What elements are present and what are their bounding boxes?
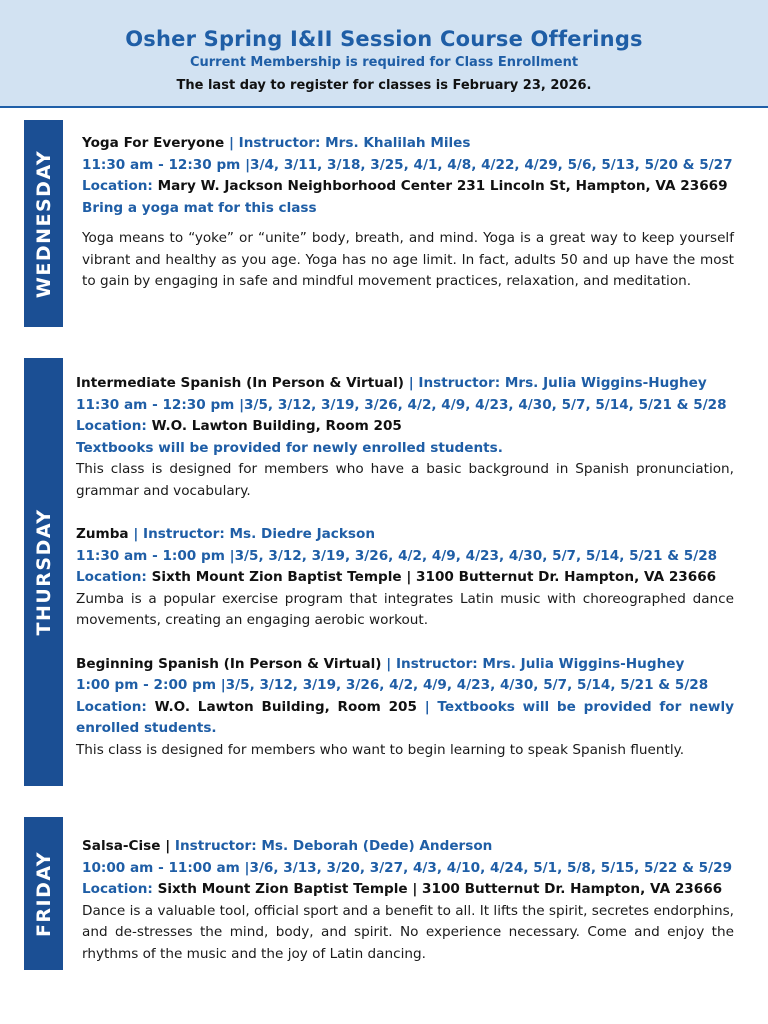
location-label: Location: (82, 178, 153, 194)
course-description: Zumba is a popular exercise program that integrates Latin music with choreographed dance movements, creating an engaging aerobic workout. (76, 590, 734, 628)
course-yoga (82, 133, 734, 293)
location-label: Location: (76, 418, 147, 434)
day-label-friday: FRIDAY (24, 817, 63, 970)
page-title: Osher Spring I&II Session Course Offerings (125, 27, 643, 51)
registration-deadline: The last day to register for classes is February 23, 2026. (176, 78, 592, 93)
location-label: Location: (82, 881, 153, 897)
friday-section (82, 836, 734, 987)
course-intermediate-spanish (76, 373, 734, 502)
course-location: W.O. Lawton Building, Room 205 (151, 418, 402, 434)
page-header (0, 0, 768, 108)
course-location: Sixth Mount Zion Baptist Temple | 3100 Butternut Dr. Hampton, VA 23666 (151, 569, 717, 585)
course-location: W.O. Lawton Building, Room 205 (154, 698, 417, 715)
course-instructor: Instructor: Ms. Deborah (Dede) Anderson (174, 838, 493, 854)
course-schedule: 1:00 pm - 2:00 pm |3/5, 3/12, 3/19, 3/26, 4/2, 4/9, 4/23, 4/30, 5/7, 5/14, 5/21 & 5/28 (76, 677, 709, 693)
membership-notice: Current Membership is required for Class Enrollment (189, 55, 579, 70)
course-schedule: 11:30 am - 1:00 pm |3/5, 3/12, 3/19, 3/26, 4/2, 4/9, 4/23, 4/30, 5/7, 5/14, 5/21 & 5/28 (76, 547, 718, 564)
course-schedule: 11:30 am - 12:30 pm |3/4, 3/11, 3/18, 3/25, 4/1, 4/8, 4/22, 4/29, 5/6, 5/13, 5/20 & 5/27 (82, 156, 733, 173)
thursday-section (76, 373, 734, 783)
course-description: Dance is a valuable tool, official sport and a benefit to all. It lifts the spirit, secretes endorphins, and de-stresses the mind, body, and spirit. No experience necessary. Come and enjoy the rhythms of the music and the joy of Latin dancing. (82, 902, 734, 962)
location-label: Location: (76, 569, 147, 585)
course-title: Yoga For Everyone (82, 135, 225, 151)
wednesday-section (82, 133, 734, 315)
course-schedule: 10:00 am - 11:00 am |3/6, 3/13, 3/20, 3/27, 4/3, 4/10, 4/24, 5/1, 5/8, 5/15, 5/22 & 5/29 (82, 859, 733, 876)
course-instructor: | Instructor: Mrs. Julia Wiggins-Hughey (408, 375, 707, 391)
course-schedule: 11:30 am - 12:30 pm |3/5, 3/12, 3/19, 3/26, 4/2, 4/9, 4/23, 4/30, 5/7, 5/14, 5/21 & 5/28 (76, 396, 727, 413)
course-description: This class is designed for members who have a basic background in Spanish pronunciation, grammar and vocabulary. (76, 461, 734, 499)
course-salsa-cise (82, 836, 734, 965)
course-title: Zumba (76, 526, 129, 542)
course-location: Sixth Mount Zion Baptist Temple | 3100 Butternut Dr. Hampton, VA 23666 (157, 881, 723, 897)
course-location-line (76, 697, 734, 740)
course-description: This class is designed for members who want to begin learning to speak Spanish fluently. (76, 741, 685, 758)
day-label-wednesday: WEDNESDAY (24, 120, 63, 327)
course-title: Salsa-Cise | (82, 838, 171, 854)
course-instructor: | Instructor: Ms. Diedre Jackson (133, 526, 376, 542)
day-label-thursday: THURSDAY (24, 358, 63, 786)
course-instructor: | Instructor: Mrs. Khalilah Miles (228, 135, 471, 151)
course-title: Intermediate Spanish (In Person & Virtual) (76, 375, 404, 391)
course-note: Textbooks will be provided for newly enrolled students. (76, 439, 503, 456)
course-location: Mary W. Jackson Neighborhood Center 231 Lincoln St, Hampton, VA 23669 (157, 178, 728, 194)
course-zumba (76, 524, 734, 632)
course-note: | Textbooks will be provided for newly enrolled students. (76, 698, 735, 736)
location-label: Location: (76, 698, 147, 715)
course-description: Yoga means to “yoke” or “unite” body, breath, and mind. Yoga is a great way to keep yourself vibrant and healthy as you age. Yoga has no age limit. In fact, adults 50 and up have the most to gain by engaging in safe and mindful movement practices, relaxation, and meditation. (82, 230, 734, 289)
course-title: Beginning Spanish (In Person & Virtual) (76, 655, 382, 672)
course-beginning-spanish (76, 654, 734, 762)
course-note: Bring a yoga mat for this class (82, 199, 317, 216)
course-instructor: | Instructor: Mrs. Julia Wiggins-Hughey (386, 655, 685, 672)
